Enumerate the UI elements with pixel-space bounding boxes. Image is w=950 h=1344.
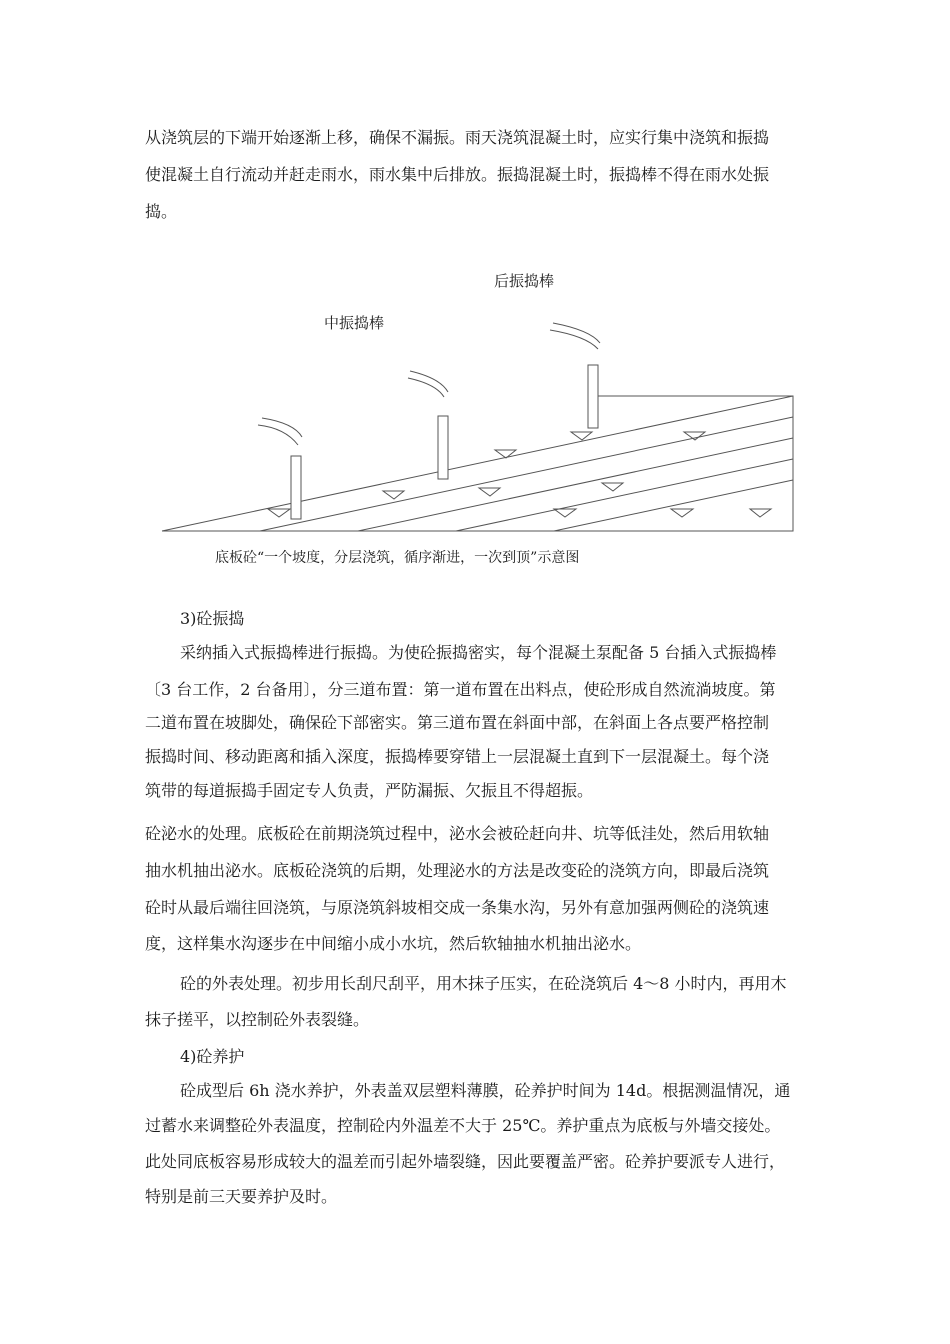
slope-line [162, 396, 793, 531]
triangle-marker [268, 509, 290, 517]
vibration-wave [262, 418, 302, 437]
paragraph-line: 采纳插入式振捣棒进行振捣。为使砼振捣密实，每个混凝土泵配备 5 台插入式振捣棒 [180, 643, 777, 662]
section-heading: 4)砼养护 [180, 1047, 245, 1066]
paragraph-line: 使混凝土自行流动并赶走雨水，雨水集中后排放。振捣混凝土时，振捣棒不得在雨水处振 [145, 165, 770, 184]
paragraph-line: 砼成型后 6h 浇水养护，外表盖双层塑料薄膜，砼养护时间为 14d。根据测温情况，通 [180, 1081, 791, 1100]
triangle-marker [383, 491, 404, 499]
paragraph-line: 特别是前三天要养护及时。 [145, 1187, 338, 1206]
paragraph-line: 此处同底板容易形成较大的温差而引起外墙裂缝，因此要覆盖严密。砼养护要派专人进行， [145, 1152, 786, 1171]
slope-line [358, 438, 793, 531]
triangle-marker [602, 483, 623, 491]
rear-vibrator-label: 后振捣棒 [494, 272, 555, 290]
paragraph-line: 度，这样集水沟逐步在中间缩小成小水坑，然后软轴抽水机抽出泌水。 [145, 934, 642, 953]
middle-vibrator-label: 中振捣棒 [324, 314, 385, 332]
paragraph-line: 从浇筑层的下端开始逐渐上移，确保不漏振。雨天浇筑混凝土时，应实行集中浇筑和振捣 [145, 128, 770, 147]
triangle-marker [479, 488, 500, 496]
vibration-wave [410, 371, 448, 392]
triangle-marker [495, 450, 516, 458]
paragraph-line: 过蓄水来调整砼外表温度，控制砼内外温差不大于 25℃。养护重点为底板与外墙交接处。 [145, 1116, 781, 1135]
slope-line [260, 417, 793, 531]
vibration-wave [258, 425, 298, 445]
triangle-marker [671, 509, 693, 517]
rear-vibrator-rod [588, 365, 598, 428]
paragraph-line: 筑带的每道振捣手固定专人负责，严防漏振、欠振且不得超振。 [145, 781, 594, 800]
paragraph-line: 捣。 [145, 202, 178, 221]
slope-line [456, 459, 793, 531]
paragraph-line: 砼时从最后端往回浇筑，与原浇筑斜坡相交成一条集水沟，另外有意加强两侧砼的浇筑速 [145, 898, 770, 917]
paragraph-line: 〔3 台工作，2 台备用〕，分三道布置：第一道布置在出料点，使砼形成自然流淌坡度。第 [145, 680, 776, 699]
triangle-marker [554, 509, 576, 517]
figure-caption: 底板砼“一个坡度，分层浇筑，循序渐进，一次到顶”示意图 [215, 550, 580, 566]
paragraph-line: 抽水机抽出泌水。底板砼浇筑的后期，处理泌水的方法是改变砼的浇筑方向，即最后浇筑 [145, 861, 770, 880]
vibration-wave [408, 378, 444, 397]
paragraph-line: 振捣时间、移动距离和插入深度，振捣棒要穿错上一层混凝土直到下一层混凝土。每个浇 [145, 747, 770, 766]
vibration-wave [550, 330, 598, 349]
paragraph-line: 砼泌水的处理。底板砼在前期浇筑过程中，泌水会被砼赶向井、坑等低洼处，然后用软轴 [145, 824, 770, 843]
paragraph-line: 砼的外表处理。初步用长刮尺刮平，用木抹子压实，在砼浇筑后 4～8 小时内，再用木 [180, 974, 787, 993]
paragraph-line: 抹子搓平，以控制砼外表裂缝。 [145, 1010, 370, 1029]
concrete-pouring-diagram [0, 0, 950, 600]
vibration-wave [553, 323, 600, 343]
slope-line [554, 480, 793, 531]
section-heading: 3)砼振捣 [180, 609, 245, 628]
middle-vibrator-rod [438, 416, 448, 479]
paragraph-line: 二道布置在坡脚处，确保砼下部密实。第三道布置在斜面中部，在斜面上各点要严格控制 [145, 713, 770, 732]
front-vibrator-rod [291, 456, 301, 519]
triangle-marker [571, 432, 592, 440]
triangle-marker [750, 509, 771, 517]
